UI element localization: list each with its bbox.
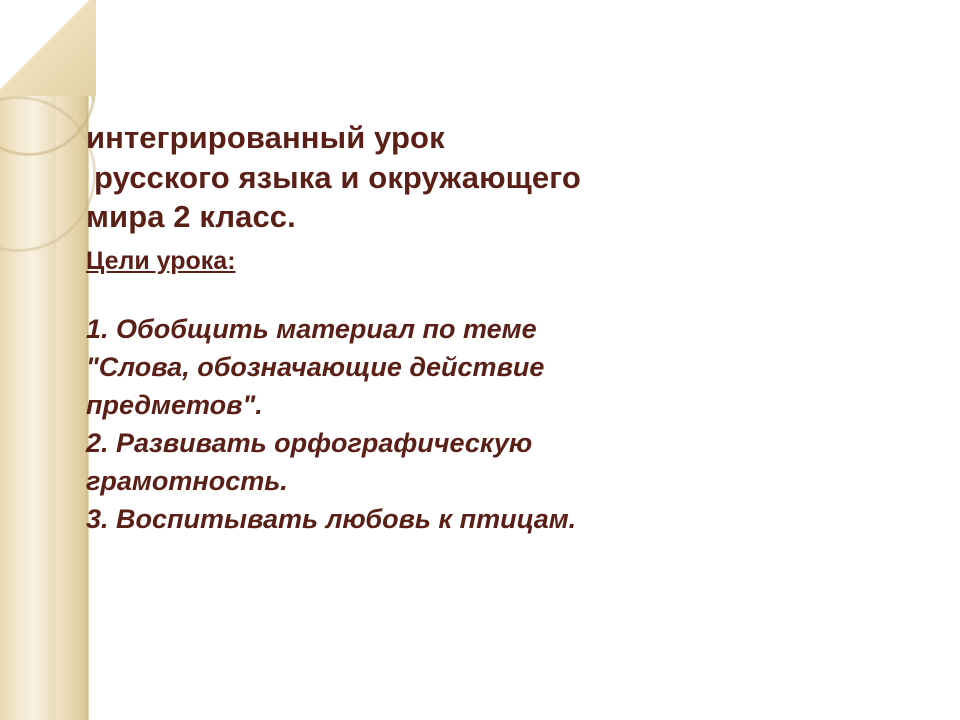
list-item: 3. Воспитывать любовь к птицам. — [86, 503, 577, 534]
goals-label: Цели урока: — [86, 247, 236, 276]
slide-title-line-1: интегрированный урок — [86, 120, 445, 155]
list-item: предметов". — [86, 389, 263, 420]
goals-list — [86, 312, 946, 537]
slide-content — [86, 118, 946, 539]
slide-title — [86, 118, 946, 237]
slide-title-line-3: мира 2 класс. — [86, 199, 296, 235]
goals-label-wrap — [86, 239, 946, 276]
list-item: 1. Обобщить материал по теме — [86, 314, 537, 345]
slide-title-line-2: русского языка и окружающего — [94, 159, 581, 195]
list-item: грамотность. — [86, 465, 288, 496]
list-item: 2. Развивать орфографическую — [86, 427, 533, 458]
list-item: "Слова, обозначающие действие — [86, 351, 545, 382]
decorative-corner-fold — [0, 0, 96, 96]
